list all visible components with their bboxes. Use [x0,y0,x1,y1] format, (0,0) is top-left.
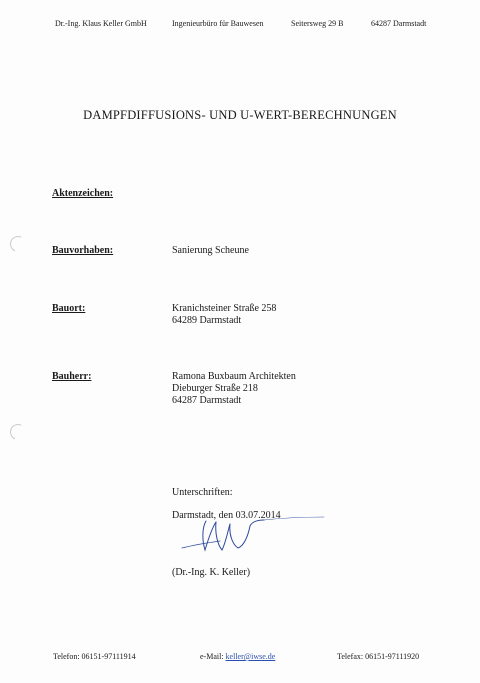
bauherr-line: Ramona Buxbaum Architekten [172,371,296,382]
punch-hole-mark [8,422,29,443]
bauort-line: Kranichsteiner Straße 258 [172,303,277,314]
signatory-name: (Dr.-Ing. K. Keller) [172,567,251,578]
header-street: Seitersweg 29 B [291,19,344,28]
header-office: Ingenieurbüro für Bauwesen [172,19,264,28]
bauort-line: 64289 Darmstadt [172,315,242,326]
aktenzeichen-label: Aktenzeichen: [52,188,114,199]
signatures-label: Unterschriften: [172,487,233,498]
document-title: DAMPFDIFFUSIONS- UND U-WERT-BERECHNUNGEN [83,108,397,122]
header-city: 64287 Darmstadt [371,19,427,28]
punch-hole-mark [8,234,29,255]
handwritten-signature [172,510,332,560]
bauort-value [172,303,276,327]
bauherr-line: 64287 Darmstadt [172,395,242,406]
footer-fax: Telefax: 06151-97111920 [337,652,420,661]
footer-phone: Telefon: 06151-97111914 [53,652,136,661]
header-company: Dr.-Ing. Klaus Keller GmbH [55,19,147,28]
footer-email-label: e-Mail: [200,652,224,661]
bauherr-label: Bauherr: [52,371,92,382]
footer-email [200,652,275,661]
signature-place-date: Darmstadt, den 03.07.2014 [172,510,281,521]
bauvorhaben-value [172,245,249,257]
email-link[interactable]: keller@iwse.de [225,652,276,661]
bauherr-line: Dieburger Straße 218 [172,383,258,394]
bauherr-value [172,371,296,407]
bauort-label: Bauort: [52,303,86,314]
bauvorhaben-value-text: Sanierung Scheune [172,245,249,256]
bauvorhaben-label: Bauvorhaben: [52,245,114,256]
